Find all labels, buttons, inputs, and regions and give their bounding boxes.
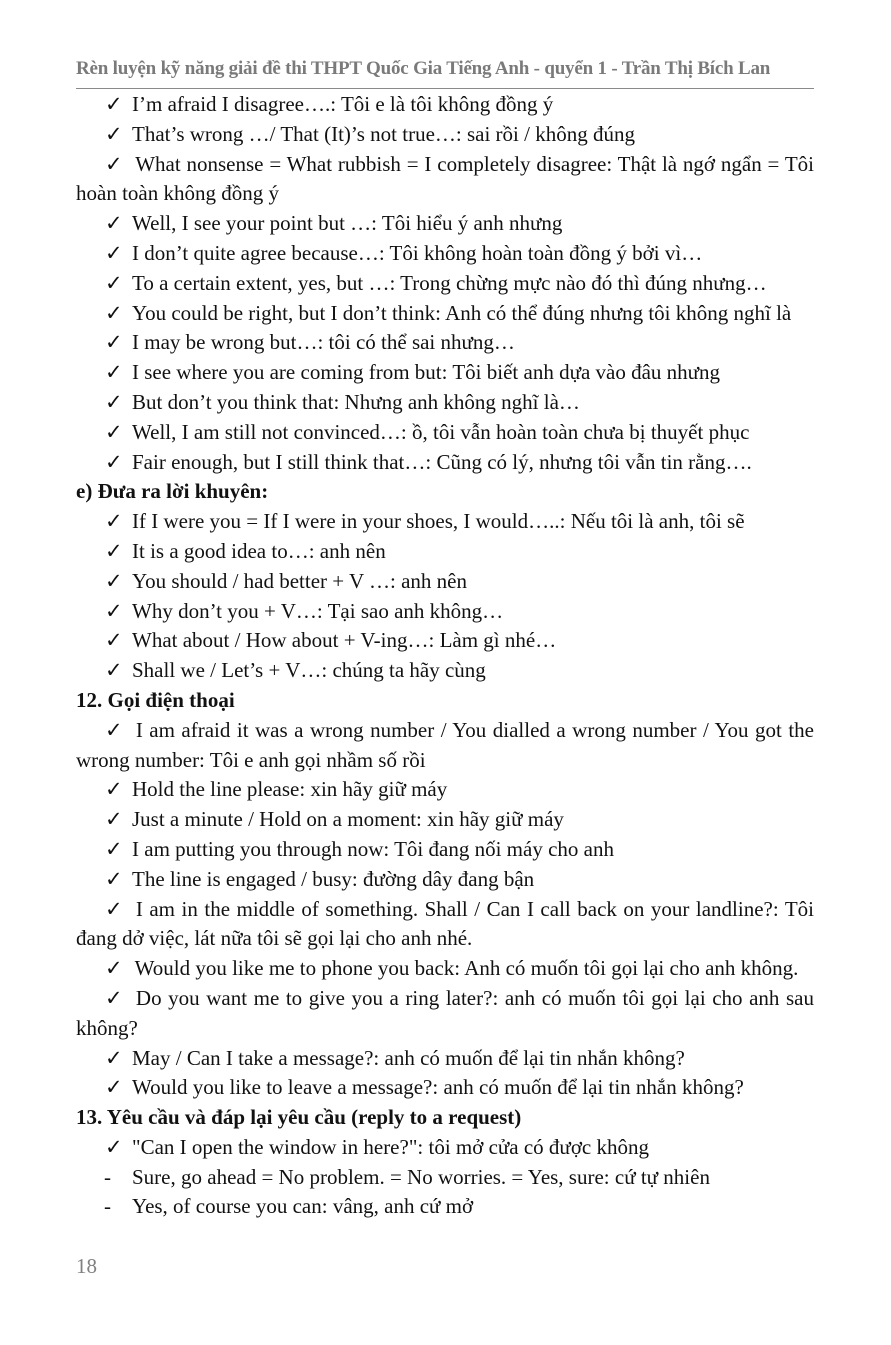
item-text: Do you want me to give you a ring later?: anh có muốn tôi gọi lại cho anh sau không? bbox=[76, 985, 814, 1040]
list-item bbox=[76, 120, 814, 150]
item-text: 12. Gọi điện thoại bbox=[76, 687, 235, 712]
item-text: 13. Yêu cầu và đáp lại yêu cầu (reply to a request) bbox=[76, 1105, 522, 1130]
list-item bbox=[76, 328, 814, 358]
item-text: Sure, go ahead = No problem. = No worries. = Yes, sure: cứ tự nhiên bbox=[132, 1164, 710, 1189]
item-text: To a certain extent, yes, but …: Trong chừng mực nào đó thì đúng nhưng… bbox=[132, 270, 767, 295]
list-item bbox=[76, 150, 814, 210]
list-item bbox=[76, 448, 814, 478]
checkmark-icon: ✓ bbox=[105, 300, 123, 325]
list-item bbox=[76, 239, 814, 269]
item-text: Fair enough, but I still think that…: Cũng có lý, nhưng tôi vẫn tin rằng…. bbox=[132, 449, 752, 474]
item-text: What nonsense = What rubbish = I completely disagree: Thật là ngớ ngẩn = Tôi hoàn toàn không đồng ý bbox=[76, 151, 814, 206]
checkmark-icon: ✓ bbox=[105, 419, 123, 444]
checkmark-icon: ✓ bbox=[105, 92, 123, 116]
item-text: Just a minute / Hold on a moment: xin hãy giữ máy bbox=[132, 807, 564, 832]
checkmark-icon: ✓ bbox=[105, 449, 123, 474]
list-item bbox=[76, 209, 814, 239]
checkmark-icon: ✓ bbox=[105, 985, 124, 1010]
section-heading bbox=[76, 686, 814, 716]
list-item bbox=[76, 299, 814, 329]
checkmark-icon: ✓ bbox=[105, 1045, 123, 1070]
list-item bbox=[76, 269, 814, 299]
item-text: e) Đưa ra lời khuyên: bbox=[76, 479, 269, 504]
item-text: If I were you = If I were in your shoes, I would…..: Nếu tôi là anh, tôi sẽ bbox=[132, 509, 745, 534]
item-text: You could be right, but I don’t think: Anh có thể đúng nhưng tôi không nghĩ là bbox=[132, 300, 792, 325]
item-text: Would you like me to phone you back: Anh có muốn tôi gọi lại cho anh không. bbox=[134, 956, 799, 981]
checkmark-icon: ✓ bbox=[105, 360, 123, 385]
checkmark-icon: ✓ bbox=[105, 836, 123, 861]
item-text: Well, I am still not convinced…: ồ, tôi vẫn hoàn toàn chưa bị thuyết phục bbox=[132, 419, 750, 444]
item-text: But don’t you think that: Nhưng anh không nghĩ là… bbox=[132, 389, 580, 414]
item-text: I don’t quite agree because…: Tôi không hoàn toàn đồng ý bởi vì… bbox=[132, 240, 703, 265]
list-item bbox=[76, 597, 814, 627]
checkmark-icon: ✓ bbox=[105, 211, 123, 236]
list-item bbox=[76, 1073, 814, 1103]
checkmark-icon: ✓ bbox=[105, 807, 123, 832]
item-text: Yes, of course you can: vâng, anh cứ mở bbox=[132, 1194, 474, 1219]
page-number: 18 bbox=[76, 1254, 97, 1278]
list-item bbox=[76, 388, 814, 418]
checkmark-icon: ✓ bbox=[105, 240, 123, 265]
item-text: What about / How about + V-ing…: Làm gì nhé… bbox=[132, 628, 557, 653]
list-item bbox=[76, 716, 814, 776]
list-item bbox=[76, 895, 814, 955]
checkmark-icon: ✓ bbox=[105, 330, 123, 355]
checkmark-icon: ✓ bbox=[105, 896, 124, 921]
item-text: I see where you are coming from but: Tôi biết anh dựa vào đâu nhưng bbox=[132, 360, 721, 385]
item-text: I am putting you through now: Tôi đang nối máy cho anh bbox=[132, 836, 614, 861]
item-text: It is a good idea to…: anh nên bbox=[132, 538, 386, 563]
header-rule bbox=[76, 88, 814, 89]
checkmark-icon: ✓ bbox=[105, 956, 123, 981]
list-item bbox=[76, 358, 814, 388]
checkmark-icon: ✓ bbox=[105, 628, 123, 653]
section-heading bbox=[76, 1103, 814, 1133]
list-item bbox=[76, 656, 814, 686]
checkmark-icon: ✓ bbox=[105, 777, 123, 802]
list-item bbox=[76, 1133, 814, 1163]
checkmark-icon: ✓ bbox=[105, 151, 124, 176]
list-item bbox=[76, 865, 814, 895]
list-item bbox=[76, 567, 814, 597]
checkmark-icon: ✓ bbox=[105, 717, 124, 742]
item-text: Shall we / Let’s + V…: chúng ta hãy cùng bbox=[132, 658, 486, 683]
list-item bbox=[76, 984, 814, 1044]
list-item bbox=[76, 954, 814, 984]
checkmark-icon: ✓ bbox=[105, 1075, 123, 1100]
list-item bbox=[76, 418, 814, 448]
page-body bbox=[76, 90, 814, 1222]
checkmark-icon: ✓ bbox=[105, 658, 123, 683]
checkmark-icon: ✓ bbox=[105, 866, 123, 891]
list-item bbox=[76, 90, 814, 120]
item-text: I may be wrong but…: tôi có thể sai nhưng… bbox=[132, 330, 515, 355]
item-text: I’m afraid I disagree….: Tôi e là tôi không đồng ý bbox=[132, 92, 554, 116]
item-text: Why don’t you + V…: Tại sao anh không… bbox=[132, 598, 504, 623]
list-item bbox=[76, 805, 814, 835]
list-item bbox=[76, 775, 814, 805]
checkmark-icon: ✓ bbox=[105, 509, 123, 534]
item-text: May / Can I take a message?: anh có muốn để lại tin nhắn không? bbox=[132, 1045, 685, 1070]
item-text: Hold the line please: xin hãy giữ máy bbox=[132, 777, 448, 802]
dash-bullet-icon: - bbox=[104, 1194, 111, 1219]
list-item bbox=[76, 537, 814, 567]
dash-bullet-icon: - bbox=[104, 1164, 111, 1189]
item-text: You should / had better + V …: anh nên bbox=[132, 568, 468, 593]
checkmark-icon: ✓ bbox=[105, 568, 123, 593]
list-item bbox=[76, 1192, 814, 1222]
checkmark-icon: ✓ bbox=[105, 538, 123, 563]
running-header: Rèn luyện kỹ năng giải đề thi THPT Quốc Gia Tiếng Anh - quyển 1 - Trần Thị Bích Lan bbox=[76, 58, 771, 79]
list-item bbox=[76, 507, 814, 537]
checkmark-icon: ✓ bbox=[105, 598, 123, 623]
list-item bbox=[76, 835, 814, 865]
list-item bbox=[76, 1044, 814, 1074]
item-text: Well, I see your point but …: Tôi hiểu ý anh nhưng bbox=[132, 211, 563, 236]
list-item bbox=[76, 626, 814, 656]
checkmark-icon: ✓ bbox=[105, 121, 123, 146]
section-heading bbox=[76, 477, 814, 507]
item-text: The line is engaged / busy: đường dây đang bận bbox=[132, 866, 535, 891]
checkmark-icon: ✓ bbox=[105, 270, 123, 295]
item-text: I am afraid it was a wrong number / You dialled a wrong number / You got the wrong number: Tôi e anh gọi nhầm số rồi bbox=[76, 717, 814, 772]
item-text: "Can I open the window in here?": tôi mở cửa có được không bbox=[132, 1134, 649, 1159]
checkmark-icon: ✓ bbox=[105, 1134, 123, 1159]
list-item bbox=[76, 1163, 814, 1193]
item-text: I am in the middle of something. Shall / Can I call back on your landline?: Tôi đang dở việc, lát nữa tôi sẽ gọi lại cho anh nhé. bbox=[76, 896, 814, 951]
checkmark-icon: ✓ bbox=[105, 389, 123, 414]
item-text: Would you like to leave a message?: anh có muốn để lại tin nhắn không? bbox=[132, 1075, 744, 1100]
item-text: That’s wrong …/ That (It)’s not true…: sai rồi / không đúng bbox=[132, 121, 635, 146]
